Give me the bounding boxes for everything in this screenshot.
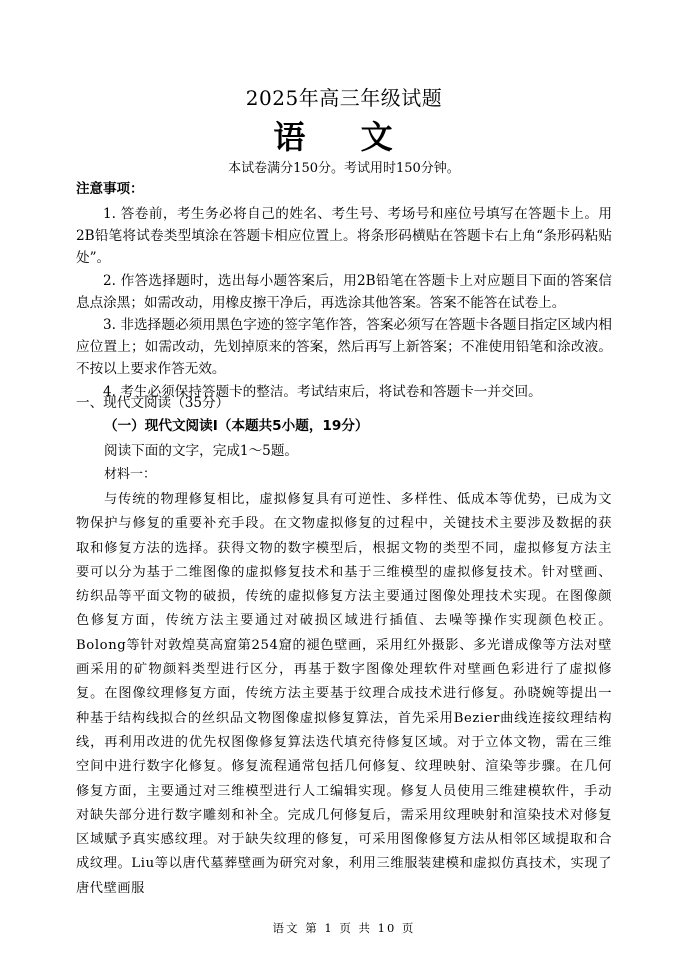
exam-info: 本试卷满分150分。考试用时150分钟。 [228, 161, 460, 176]
reading-instruction: 阅读下面的文字，完成1～5题。 [104, 443, 299, 459]
sub-section-heading: （一）现代文阅读Ⅰ（本题共5小题，19分） [104, 418, 369, 434]
notice-item: 2. 作答选择题时，选出每小题答案后，用2B铅笔在答题卡上对应题目下面的答案信息点涂黑；如需改动，用橡皮擦干净后，再选涂其他答案。答案不能答在试卷上。 [76, 272, 612, 311]
notice-item: 1. 答卷前，考生务必将自己的姓名、考生号、考场号和座位号填写在答题卡上。用2B铅笔将试卷类型填涂在答题卡相应位置上。将条形码横贴在答题卡右上角“条形码粘贴处”。 [76, 206, 612, 267]
material-label: 材料一： [104, 467, 157, 482]
section-heading: 一、现代文阅读（35分） [76, 395, 230, 411]
notice-heading: 注意事项： [76, 181, 144, 197]
notice-list [76, 203, 612, 403]
reading-passage: 与传统的物理修复相比，虚拟修复具有可逆性、多样性、低成本等优势，已成为文物保护与修复的重要补充手段。在文物虚拟修复的过程中，关键技术主要涉及数据的获取和修复方法的选择。获得文物的数字模型后，根据文物的类型不同，虚拟修复方法主要可以分为基于二维图像的虚拟修复技术和基于三维模型的虚拟修复技术。针对壁画、纺织品等平面文物的破损，传统的虚拟修复方法主要通过图像处理技术实现。在图像颜色修复方面，传统方法主要通过对破损区域进行插值、去噪等操作实现颜色校正。Bolong等针对敦煌莫高窟第254窟的褪色壁画，采用红外摄影、多光谱成像等方法对壁画采用的矿物颜料类型进行区分，再基于数字图像处理软件对壁画色彩进行了虚拟修复。在图像纹理修复方面，传统方法主要基于纹理合成技术进行修复。孙晓婉等提出一种基于结构线拟合的丝织品文物图像虚拟修复算法，首先采用Bezier曲线连接纹理结构线，再利用改进的优先权图像修复算法迭代填充待修复区域。对于立体文物，需在三维空间中进行数字化修复。修复流程通常包括几何修复、纹理映射、渲染等步骤。在几何修复方面，主要通过对三维模型进行人工编辑实现。修复人员使用三维建模软件，手动对缺失部分进行数字雕刻和补全。完成几何修复后，需采用纹理映射和渲染技术对修复区域赋予真实感纹理。对于缺失纹理的修复，可采用图像修复方法从相邻区域提取和合成纹理。Liu等以唐代墓葬壁画为研究对象，利用三维服装建模和虚拟仿真技术，实现了唐代壁画服 [76, 492, 612, 896]
exam-title: 2025年高三年级试题 [245, 86, 443, 110]
subject-title: 语 文 [273, 118, 415, 156]
notice-item: 4. 考生必须保持答题卡的整洁。考试结束后，将试卷和答题卡一并交回。 [103, 383, 542, 400]
notice-item: 3. 非选择题必须用黑色字迹的签字笔作答，答案必须写在答题卡各题目指定区域内相应位置上；如需改动，先划掉原来的答案，然后再写上新答案；不准使用铅笔和涂改液。不按以上要求作答无效。 [76, 317, 612, 378]
page-footer: 语文 第 1 页 共 10 页 [272, 921, 416, 935]
